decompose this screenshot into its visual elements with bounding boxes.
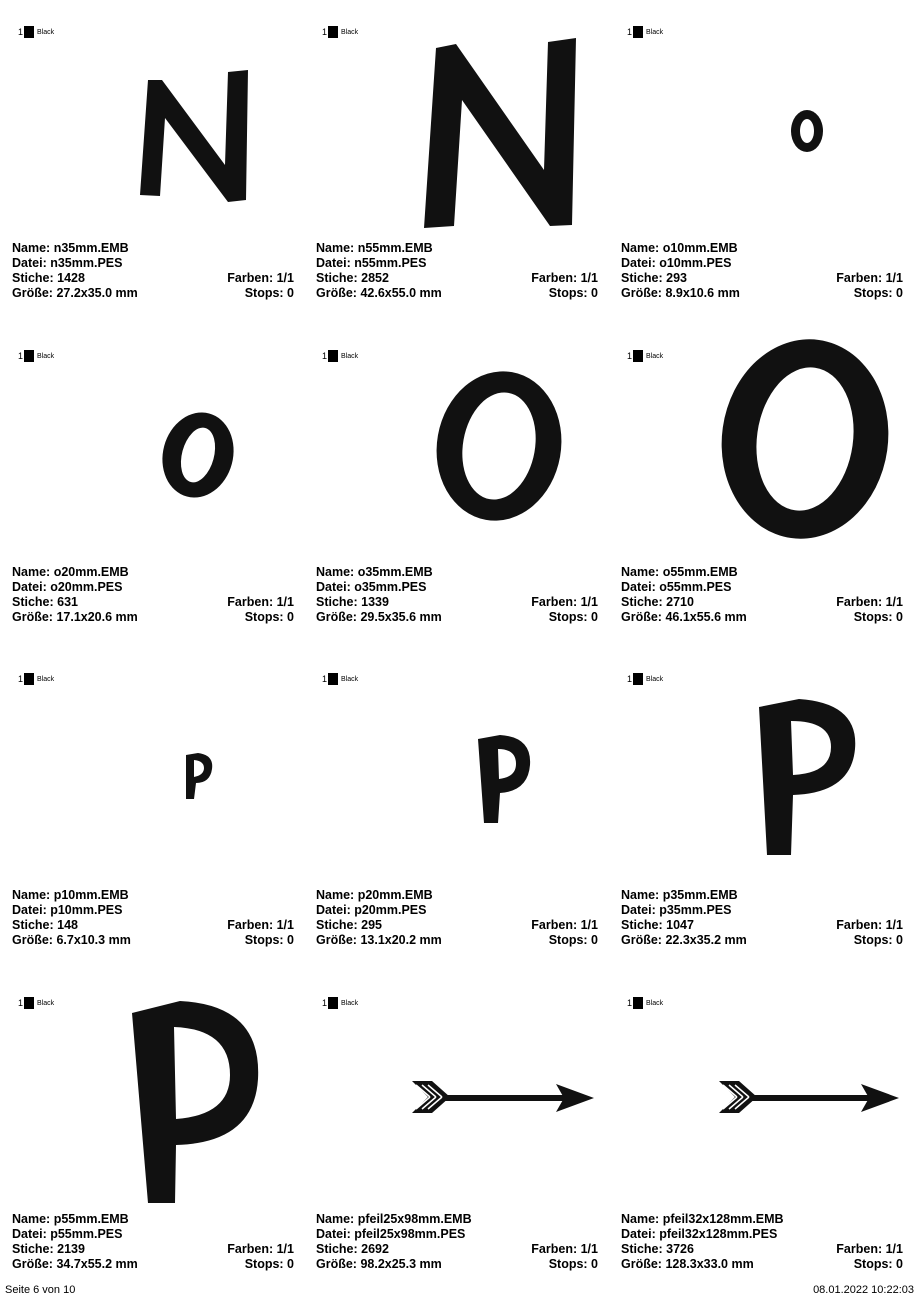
design-name: o10mm.EMB bbox=[662, 241, 738, 255]
embroidery-preview-letter-o bbox=[609, 324, 909, 564]
print-timestamp: 08.01.2022 10:22:03 bbox=[813, 1284, 914, 1296]
color-count: 1/1 bbox=[580, 1242, 598, 1256]
embroidery-preview-letter-o bbox=[609, 0, 909, 240]
design-file: p35mm.PES bbox=[659, 903, 732, 917]
stop-count: 0 bbox=[287, 1257, 294, 1271]
color-count: 1/1 bbox=[580, 271, 598, 285]
design-card bbox=[304, 324, 604, 644]
design-card bbox=[304, 647, 604, 967]
design-card bbox=[0, 324, 300, 644]
design-info: Name: p20mm.EMB Datei: p20mm.PES Stiche: 295 Farben: 1/1 Größe: 13.1x20.2 mm Stops: 0 bbox=[316, 888, 598, 947]
design-file: o35mm.PES bbox=[354, 580, 427, 594]
color-count: 1/1 bbox=[885, 271, 903, 285]
design-name: n35mm.EMB bbox=[53, 241, 129, 255]
design-file: p10mm.PES bbox=[50, 903, 123, 917]
design-info: Name: pfeil32x128mm.EMB Datei: pfeil32x128mm.PES Stiche: 3726 Farben: 1/1 Größe: 128.3x33.0 mm Stops: 0 bbox=[621, 1212, 903, 1271]
stitch-count: 1428 bbox=[57, 271, 85, 285]
design-size: 6.7x10.3 mm bbox=[56, 933, 131, 947]
design-file: p55mm.PES bbox=[50, 1227, 123, 1241]
stop-count: 0 bbox=[591, 610, 598, 624]
design-info: Name: p35mm.EMB Datei: p35mm.PES Stiche: 1047 Farben: 1/1 Größe: 22.3x35.2 mm Stops: 0 bbox=[621, 888, 903, 947]
color-count: 1/1 bbox=[276, 595, 294, 609]
color-swatch-row: 1 Black bbox=[322, 351, 359, 361]
embroidery-preview-letter-p bbox=[304, 647, 604, 887]
design-size: 22.3x35.2 mm bbox=[665, 933, 747, 947]
stop-count: 0 bbox=[287, 933, 294, 947]
design-name: o55mm.EMB bbox=[662, 565, 738, 579]
design-name: o35mm.EMB bbox=[357, 565, 433, 579]
design-info: Name: o20mm.EMB Datei: o20mm.PES Stiche: 631 Farben: 1/1 Größe: 17.1x20.6 mm Stops: 0 bbox=[12, 565, 294, 624]
embroidery-preview-arrow bbox=[304, 971, 604, 1211]
color-swatch-row: 1 Black bbox=[627, 27, 664, 37]
embroidery-preview-letter-p bbox=[0, 971, 300, 1211]
design-file: n55mm.PES bbox=[354, 256, 427, 270]
design-info: Name: n35mm.EMB Datei: n35mm.PES Stiche: 1428 Farben: 1/1 Größe: 27.2x35.0 mm Stops: 0 bbox=[12, 241, 294, 300]
embroidery-preview-letter-p bbox=[0, 647, 300, 887]
color-swatch-row: 1 Black bbox=[18, 351, 55, 361]
design-file: o20mm.PES bbox=[50, 580, 123, 594]
stitch-count: 2692 bbox=[361, 1242, 389, 1256]
stop-count: 0 bbox=[287, 286, 294, 300]
design-file: pfeil32x128mm.PES bbox=[659, 1227, 778, 1241]
stop-count: 0 bbox=[591, 1257, 598, 1271]
design-info: Name: o35mm.EMB Datei: o35mm.PES Stiche: 1339 Farben: 1/1 Größe: 29.5x35.6 mm Stops: 0 bbox=[316, 565, 598, 624]
stitch-count: 293 bbox=[666, 271, 688, 285]
design-size: 8.9x10.6 mm bbox=[665, 286, 740, 300]
color-count: 1/1 bbox=[885, 918, 903, 932]
color-count: 1/1 bbox=[276, 1242, 294, 1256]
design-info: Name: n55mm.EMB Datei: n55mm.PES Stiche: 2852 Farben: 1/1 Größe: 42.6x55.0 mm Stops: 0 bbox=[316, 241, 598, 300]
design-name: p10mm.EMB bbox=[53, 888, 129, 902]
stop-count: 0 bbox=[591, 933, 598, 947]
color-count: 1/1 bbox=[885, 595, 903, 609]
design-card bbox=[304, 971, 604, 1291]
design-size: 17.1x20.6 mm bbox=[56, 610, 138, 624]
stop-count: 0 bbox=[896, 286, 903, 300]
design-size: 27.2x35.0 mm bbox=[56, 286, 138, 300]
color-count: 1/1 bbox=[580, 918, 598, 932]
design-file: n35mm.PES bbox=[50, 256, 123, 270]
color-swatch-row: 1 Black bbox=[18, 27, 55, 37]
color-swatch-row: 1 Black bbox=[627, 351, 664, 361]
stitch-count: 2710 bbox=[666, 595, 694, 609]
design-file: o55mm.PES bbox=[659, 580, 732, 594]
color-swatch-row: 1 Black bbox=[627, 674, 664, 684]
design-file: o10mm.PES bbox=[659, 256, 732, 270]
stitch-count: 2139 bbox=[57, 1242, 85, 1256]
stitch-count: 1339 bbox=[361, 595, 389, 609]
embroidery-preview-letter-n bbox=[0, 0, 300, 240]
embroidery-preview-letter-n bbox=[304, 0, 604, 240]
color-swatch-row: 1 Black bbox=[322, 674, 359, 684]
design-size: 46.1x55.6 mm bbox=[665, 610, 747, 624]
stitch-count: 631 bbox=[57, 595, 79, 609]
color-swatch-row: 1 Black bbox=[627, 998, 664, 1008]
design-card bbox=[0, 647, 300, 967]
color-swatch-row: 1 Black bbox=[18, 998, 55, 1008]
design-name: pfeil25x98mm.EMB bbox=[357, 1212, 472, 1226]
page-number: Seite 6 von 10 bbox=[5, 1284, 76, 1296]
design-name: n55mm.EMB bbox=[357, 241, 433, 255]
color-swatch-row: 1 Black bbox=[322, 998, 359, 1008]
design-info: Name: o55mm.EMB Datei: o55mm.PES Stiche: 2710 Farben: 1/1 Größe: 46.1x55.6 mm Stops: 0 bbox=[621, 565, 903, 624]
stitch-count: 2852 bbox=[361, 271, 389, 285]
stitch-count: 1047 bbox=[666, 918, 694, 932]
design-card bbox=[0, 971, 300, 1291]
design-card bbox=[304, 0, 604, 320]
embroidery-preview-letter-o bbox=[304, 324, 604, 564]
design-name: p55mm.EMB bbox=[53, 1212, 129, 1226]
design-card bbox=[609, 324, 909, 644]
color-count: 1/1 bbox=[885, 1242, 903, 1256]
stitch-count: 3726 bbox=[666, 1242, 694, 1256]
color-count: 1/1 bbox=[276, 271, 294, 285]
design-name: pfeil32x128mm.EMB bbox=[662, 1212, 784, 1226]
design-info: Name: p55mm.EMB Datei: p55mm.PES Stiche: 2139 Farben: 1/1 Größe: 34.7x55.2 mm Stops: 0 bbox=[12, 1212, 294, 1271]
design-name: o20mm.EMB bbox=[53, 565, 129, 579]
stitch-count: 148 bbox=[57, 918, 79, 932]
design-card bbox=[0, 0, 300, 320]
embroidery-preview-arrow bbox=[609, 971, 909, 1211]
color-count: 1/1 bbox=[580, 595, 598, 609]
design-size: 42.6x55.0 mm bbox=[360, 286, 442, 300]
stop-count: 0 bbox=[896, 933, 903, 947]
embroidery-preview-letter-o bbox=[0, 324, 300, 564]
stitch-count: 295 bbox=[361, 918, 383, 932]
design-info: Name: o10mm.EMB Datei: o10mm.PES Stiche: 293 Farben: 1/1 Größe: 8.9x10.6 mm Stops: 0 bbox=[621, 241, 903, 300]
design-size: 98.2x25.3 mm bbox=[360, 1257, 442, 1271]
color-swatch-row: 1 Black bbox=[322, 27, 359, 37]
design-size: 128.3x33.0 mm bbox=[665, 1257, 754, 1271]
design-size: 13.1x20.2 mm bbox=[360, 933, 442, 947]
embroidery-preview-letter-p bbox=[609, 647, 909, 887]
stop-count: 0 bbox=[287, 610, 294, 624]
stop-count: 0 bbox=[896, 1257, 903, 1271]
color-swatch-row: 1 Black bbox=[18, 674, 55, 684]
design-card bbox=[609, 971, 909, 1291]
design-info: Name: p10mm.EMB Datei: p10mm.PES Stiche: 148 Farben: 1/1 Größe: 6.7x10.3 mm Stops: 0 bbox=[12, 888, 294, 947]
design-card bbox=[609, 647, 909, 967]
design-file: pfeil25x98mm.PES bbox=[354, 1227, 466, 1241]
design-size: 29.5x35.6 mm bbox=[360, 610, 442, 624]
design-name: p20mm.EMB bbox=[357, 888, 433, 902]
design-file: p20mm.PES bbox=[354, 903, 427, 917]
stop-count: 0 bbox=[591, 286, 598, 300]
color-count: 1/1 bbox=[276, 918, 294, 932]
stop-count: 0 bbox=[896, 610, 903, 624]
design-info: Name: pfeil25x98mm.EMB Datei: pfeil25x98mm.PES Stiche: 2692 Farben: 1/1 Größe: 98.2x25.3 mm Stops: 0 bbox=[316, 1212, 598, 1271]
design-card bbox=[609, 0, 909, 320]
design-name: p35mm.EMB bbox=[662, 888, 738, 902]
design-size: 34.7x55.2 mm bbox=[56, 1257, 138, 1271]
